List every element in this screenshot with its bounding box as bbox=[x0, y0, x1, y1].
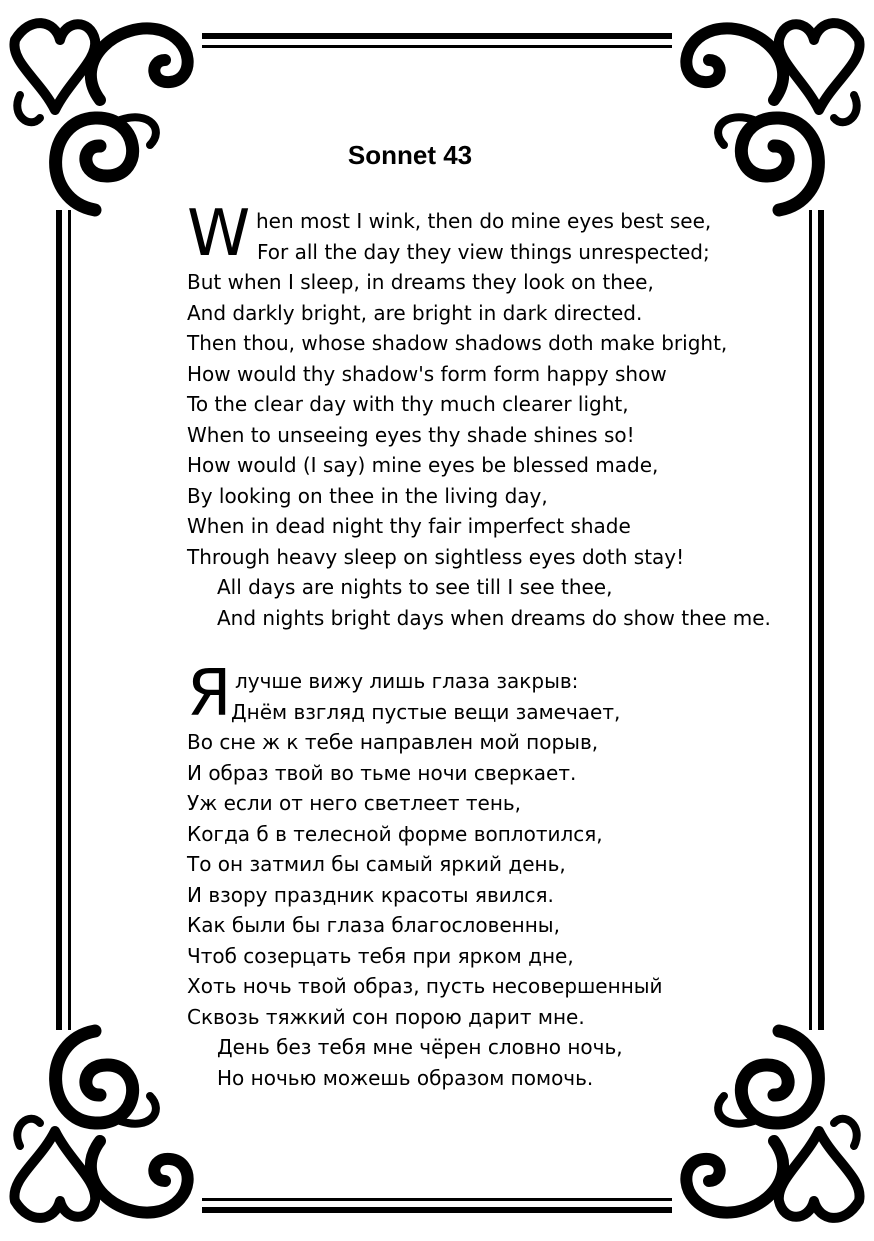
poem-line: To the clear day with thy much clearer light, bbox=[187, 392, 629, 416]
poem-line: Through heavy sleep on sightless eyes doth stay! bbox=[187, 544, 685, 569]
poem-line: And darkly bright, are bright in dark directed. bbox=[187, 300, 643, 325]
poem-line: Хоть ночь твой образ, пусть несовершенный bbox=[187, 974, 663, 998]
poem-line: Как были бы глаза благословенны, bbox=[187, 913, 560, 937]
couplet-line: Но ночью можешь образом помочь. bbox=[217, 1065, 594, 1090]
left-border bbox=[56, 210, 71, 1030]
poem-line: hen most I wink, then do mine eyes best see, bbox=[256, 209, 712, 233]
corner-ornament-top-left bbox=[14, 23, 187, 210]
page-title: Sonnet 43 bbox=[347, 140, 473, 170]
poem-line: For all the day they view things unrespected; bbox=[257, 239, 710, 264]
couplet-line: All days are nights to see till I see thee, bbox=[217, 575, 613, 599]
poem-line: Уж если от него светлеет тень, bbox=[187, 791, 522, 815]
poem-line: When to unseeing eyes thy shade shines so! bbox=[187, 422, 635, 447]
poem-line: By looking on thee in the living day, bbox=[187, 483, 548, 508]
poem-line: Then thou, whose shadow shadows doth make bright, bbox=[187, 331, 728, 355]
poem-line: How would thy shadow's form form happy show bbox=[187, 361, 667, 386]
poem-line: How would (I say) mine eyes be blessed made, bbox=[187, 453, 659, 477]
corner-ornament-top-right bbox=[686, 23, 859, 210]
russian-sonnet bbox=[187, 657, 807, 1093]
poem-line: Когда б в телесной форме воплотился, bbox=[187, 821, 603, 846]
poem-line: Днём взгляд пустые вещи замечает, bbox=[231, 699, 621, 724]
poem-line: Чтоб созерцать тебя при ярком дне, bbox=[187, 943, 574, 968]
poem-line: И образ твой во тьме ночи сверкает. bbox=[187, 760, 577, 785]
couplet-line: День без тебя мне чёрен словно ночь, bbox=[217, 1035, 623, 1059]
top-border bbox=[202, 33, 672, 48]
bottom-border bbox=[202, 1198, 672, 1213]
poem-line: Во сне ж к тебе направлен мой порыв, bbox=[187, 730, 599, 754]
poem-line: But when I sleep, in dreams they look on thee, bbox=[187, 270, 654, 294]
drop-cap: W bbox=[187, 197, 251, 271]
poem-line: лучше вижу лишь глаза закрыв: bbox=[235, 669, 579, 693]
poem-line: Сквозь тяжкий сон порою дарит мне. bbox=[187, 1004, 585, 1029]
drop-cap: Я bbox=[187, 657, 232, 731]
poem-line: И взору праздник красоты явился. bbox=[187, 882, 554, 907]
poem-line: То он затмил бы самый яркий день, bbox=[187, 852, 566, 876]
corner-ornament-bottom-left bbox=[14, 1031, 187, 1218]
english-sonnet bbox=[187, 197, 807, 633]
couplet-line: And nights bright days when dreams do show thee me. bbox=[217, 605, 771, 630]
poem-line: When in dead night thy fair imperfect shade bbox=[187, 514, 631, 538]
right-border bbox=[809, 210, 824, 1030]
